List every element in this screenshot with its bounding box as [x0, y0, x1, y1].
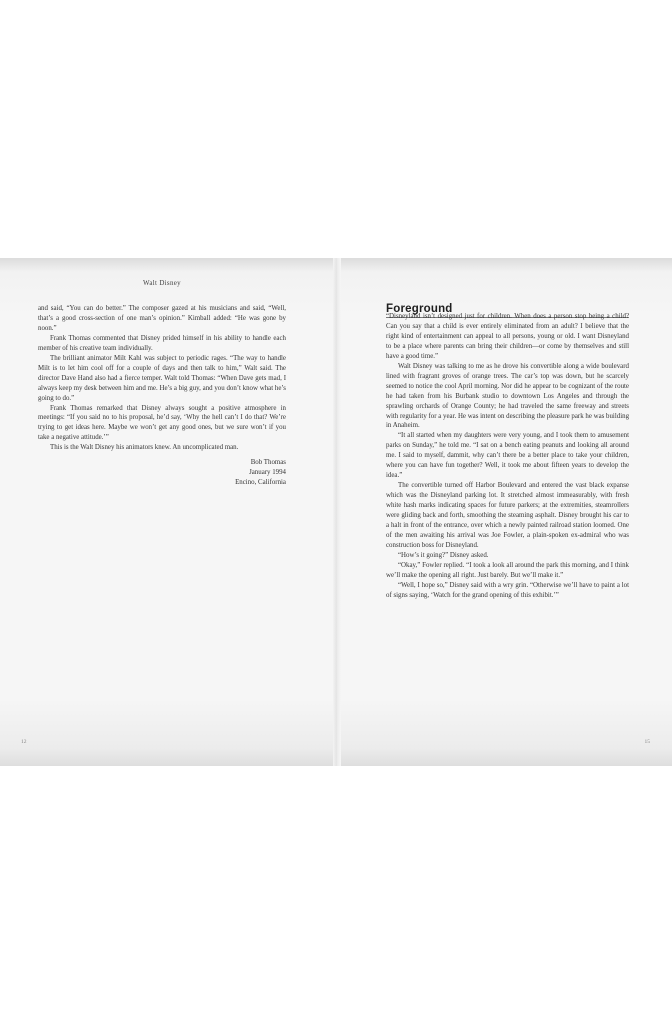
- page-number: 12: [21, 739, 27, 745]
- section-title: Foreground: [386, 303, 629, 318]
- signature-author: Bob Thomas: [250, 459, 286, 467]
- paragraph: “Okay,” Fowler replied. “I took a look all around the park this morning, and I think we’ll make the opening all right. Just barely. But we’ll make it.”: [386, 561, 629, 579]
- paragraph: The convertible turned off Harbor Boulevard and entered the vast black expanse which was the Disneyland parking lot. It stretched almost immeasurably, with fresh white hash marks indicating spaces for future parkers; at the extremities, steamrollers were gliding back and forth, smoothing the steaming asphalt. Disney brought his car to a halt in front of the entrance, over which a newly painted railroad station loomed. One of the men awaiting his arrival was Joe Fowler, a plain-spoken ex-admiral who was construction boss for Disneyland.: [386, 482, 629, 549]
- right-page: [341, 258, 672, 766]
- paragraph: Walt Disney was talking to me as he drove his convertible along a wide boulevard lined with fragrant groves of orange trees. The car’s top was down, but he scarcely seemed to notice the cool April morning. Nor did he appear to be cognizant of the route he had taken from his Burbank studio to downtown Los Angeles and through the sprawling orchards of Orange County; he had traveled the same freeway and streets with regularity for a year. He was intent on describing the pleasure park he was building in Anaheim.: [386, 362, 630, 430]
- paragraph: “Disneyland isn’t designed just for children. When does a person stop being a child? Can you say that a child is ever entirely eliminated from an adult? I believe that the right kind of entertainment can appeal to all persons, young or old. I want Disneyland to be a place where parents can bring their children—or come by themselves and still have a good time.”: [386, 313, 629, 360]
- book-gutter: [333, 258, 341, 766]
- paragraph: This is the Walt Disney his animators knew. An uncomplicated man.: [50, 444, 239, 452]
- page-number: 15: [644, 739, 650, 745]
- paragraph: “How’s it going?” Disney asked.: [398, 551, 489, 559]
- paragraph: The brilliant animator Milt Kahl was subject to periodic rages. “The way to handle Milt is to let him cool off for a couple of days and then talk to him,” Walt said. The director Dave Hand also had a fierce temper. Walt told Thomas: “When Dave gets mad, I always keep my desk between him and me. He’s a big guy, and you don’t know what he’s going to do.”: [38, 354, 286, 402]
- book-spread: [0, 258, 672, 766]
- left-page-body: [38, 304, 286, 488]
- right-page-body: [386, 312, 629, 601]
- paragraph: “It all started when my daughters were very young, and I took them to amusement parks on Sunday,” he told me. “I sat on a bench eating peanuts and looking all around me. I said to myself, dammit, why can’t there be a better place to take your children, where you can have fun together? Well, it took me about fifteen years to develop the idea.”: [386, 432, 629, 480]
- running-head: Walt Disney: [143, 279, 181, 287]
- paragraph: Frank Thomas commented that Disney prided himself in his ability to handle each member of his creative team individually.: [38, 334, 286, 352]
- signature-date: January 1994: [249, 469, 286, 477]
- paragraph: Frank Thomas remarked that Disney always sought a positive atmosphere in meetings: “If you said no to his proposal, he’d say, ‘Why the hell can’t I do that? We’re trying to get ideas here. Maybe we won’t get any good ones, but we sure won’t if you take a negative attitude.’”: [38, 404, 286, 442]
- left-page: [0, 258, 333, 766]
- signature-block: [38, 458, 286, 488]
- paragraph: “Well, I hope so,” Disney said with a wry grin. “Otherwise we’ll have to paint a lot of signs saying, ‘Watch for the grand opening of this exhibit.’”: [386, 581, 629, 599]
- signature-place: Encino, California: [235, 479, 286, 487]
- paragraph: and said, “You can do better.” The composer gazed at his musicians and said, “Well, that’s a good cross-section of one man’s opinion.” Kimball added: “He was gone by noon.”: [38, 305, 286, 332]
